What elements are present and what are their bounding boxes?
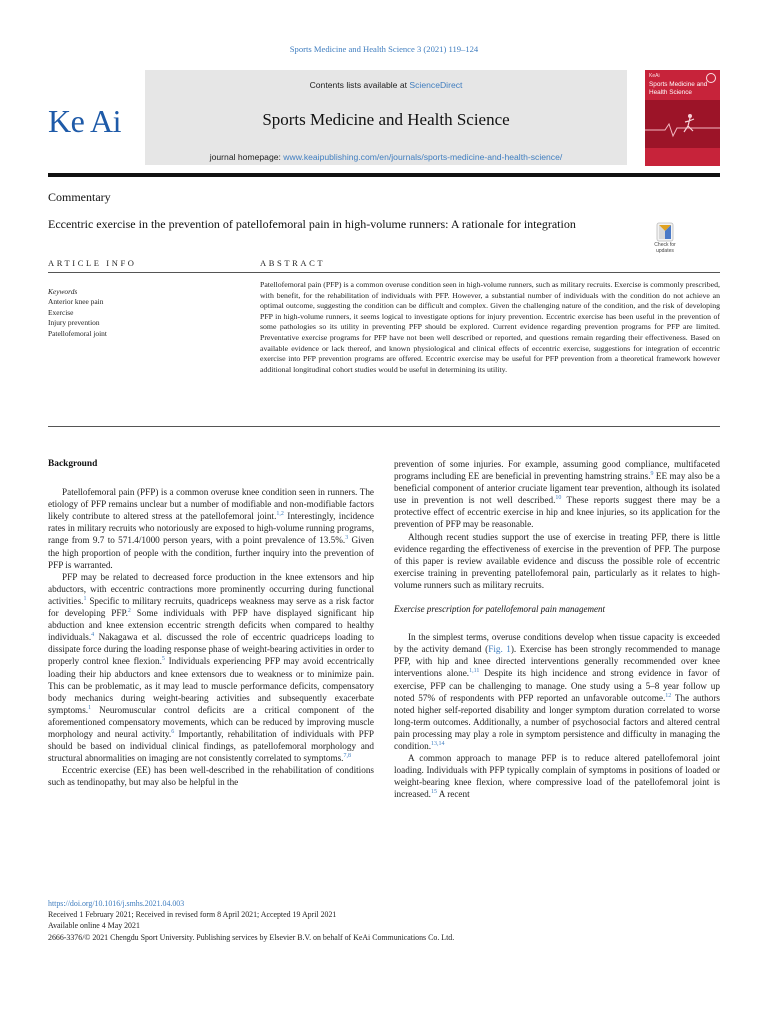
cover-title: Sports Medicine and Health Science: [649, 81, 708, 96]
paragraph: In the simplest terms, overuse conditions develop when tissue capacity is exceeded by the activity demand (Fig. 1). Exercise has been strongly recommended to manage PFP, with hip and knee directed interventions generally recommended over knee interventions alone.$^{1,11}$ Despite its high incidence and strong evidence in favor of exercise, PFP can be challenging to manage. One study using a 5–8 year follow up noted 57% of respondents with PFP reported an unfavorable outcome.$^{12}$ The authors noted higher self-reported disability and longer symptom duration correlated to worse long-term outcomes. Additionally, a number of psychosocial factors and altered central pain processing may play a role in symptom persistence and difficulty in managing the condition.$^{13,14}$: [394, 632, 720, 751]
citation-ref[interactable]: 5: [161, 656, 165, 663]
paragraph: prevention of some injuries. For example, assuming good compliance, multifaceted programs including EE are beneficial in preventing hamstring strains.$^9$ EE may also be a beneficial component of anterior cruciate ligament tear prevention, although its isolated use in prevention is not well described.$^{10}$ These reports suggest there may be a protective effect of eccentric exercise in hip and knee injuries, so its application for the prevention of PFP may be reasonable.: [394, 459, 720, 530]
paragraph: Although recent studies support the use of exercise in treating PFP, there is little evidence regarding the effectiveness of exercise in the prevention of PFP. The purpose of this paper is review available evidence and discuss the possible role of eccentric exercise training in preventing patellofemoral pain, particularly as it relates to high-volume runners such as military recruits.: [394, 531, 720, 590]
header-divider: [48, 173, 720, 177]
paragraph: PFP may be related to decreased force production in the knee extensors and hip abductors, with eccentric contractions more prominently occurring during functional activities.$^1$ Specific to military recruits, quadriceps weakness may serve as a risk factor for developing PFP.$^2$ Some individuals with PFP have displayed significant hip abduction and knee extension eccentric strength deficits when compared to healthy individuals.$^4$ Nakagawa et al. discussed the role of eccentric quadriceps loading to dissipate force during the loading response phase of weight-bearing activities in order to properly control knee flexion.$^5$ Individuals experiencing PFP may avoid eccentrically loading their hip abductors and knee extensors due to weakness or to minimize pain. This can be problematic, as it may lead to muscle performance deficits, compensatory body mechanics during weight-bearing activities and subsequently exacerbate symptoms.$^1$ Neuromuscular control deficits are a critical component of the aforementioned compensatory movements, which can be reduced by improving muscle morphology and neural activity.$^6$ Importantly, rehabilitation of individuals with PFP should be based on individual clinical findings, as patellofemoral morphology and structural abnormalities on imaging are not consistently correlated to symptoms.$^{7,8}$: [48, 571, 374, 764]
homepage-prefix: journal homepage:: [209, 152, 284, 162]
paragraph: A common approach to manage PFP is to reduce altered patellofemoral joint loading. Individuals with PFP typically complain of symptoms in positions of loaded or weight-bearing knee flexion, where compressive load of the patellofemoral joint is increased.$^{15}$ A recent: [394, 753, 720, 800]
citation-ref[interactable]: 9: [650, 471, 654, 478]
homepage-line: [145, 152, 627, 162]
abstract-text: Patellofemoral pain (PFP) is a common overuse condition seen in high-volume runners, such as military recruits. Exercise is commonly prescribed, with benefit, for the rehabilitation of individuals with PFP. However, a substantial number of individuals with the condition do not achieve an optimal outcome, suggesting the condition can be difficult and complex. Given the challenging nature of the condition, and the risk of developing PFP in high-volume runners, it seems logical to investigate options for injury prevention. Eccentric exercise has been useful in the prevention of some pathologies so its utility in preventing PFP should be explored. Current evidence regarding prevention programs for PFP are limited. Preventative exercise programs for PFP have not been well described or reported, and questions remain regarding their effectiveness. Based on available evidence or lack thereof, and known physiological and clinical effects of eccentric exercise, suggestions for integration of eccentric exercise into PFP prevention programs are offered. Eccentric exercise may be useful for PFP prevention from a theoretical framework however additional longitudinal cohort studies would be useful in determining its utility.: [260, 280, 720, 374]
journal-title: Sports Medicine and Health Science: [262, 110, 510, 129]
left-column: [48, 458, 374, 788]
keyword-item: Exercise: [48, 307, 74, 317]
copyright-notice: 2666-3376/© 2021 Chengdu Sport University. Publishing services by Elsevier B.V. on behalf of KeAi Communications Co. Ltd.: [48, 933, 455, 942]
received-dates: Received 1 February 2021; Received in revised form 8 April 2021; Accepted 19 April 2021: [48, 910, 337, 919]
doi-link[interactable]: https://doi.org/10.1016/j.smhs.2021.04.003: [48, 899, 185, 908]
info-divider: [48, 272, 720, 273]
figure-link[interactable]: Fig. 1: [488, 644, 511, 655]
abstract-heading: ABSTRACT: [260, 258, 326, 268]
sciencedirect-link[interactable]: ScienceDirect: [409, 80, 463, 90]
available-online: Available online 4 May 2021: [48, 921, 140, 930]
keyword-item: Anterior knee pain: [48, 297, 104, 306]
citation-ref[interactable]: 12: [665, 692, 672, 699]
contents-line: [145, 80, 627, 90]
article-type: Commentary: [48, 190, 111, 204]
article-title: Eccentric exercise in the prevention of patellofemoral pain in high-volume runners: A rationale for integration: [48, 217, 576, 231]
right-column: [394, 458, 720, 800]
paragraph: Patellofemoral pain (PFP) is a common overuse knee condition seen in runners. The etiology of PFP remains unclear but a number of modifiable and non-modifiable factors likely contribute to altered stress at the patellofemoral joint.$^{1,2}$ Interestingly, incidence rates in military recruits who notoriously are exposed to high-volume running programs, range from 9.7 to 571.4/1000 person years, with a point prevalence of 13.5%.$^3$ Given the high proportion of people with the condition, further inquiry into the prevention of PFP is warranted.: [48, 487, 375, 570]
citation-ref[interactable]: 1,11: [469, 668, 480, 675]
keyword-item: Patellofemoral joint: [48, 328, 107, 338]
citation-ref[interactable]: 1: [83, 595, 87, 602]
background-heading: Background: [48, 459, 98, 469]
abstract-divider: [48, 426, 720, 427]
keywords-heading: Keywords: [48, 287, 78, 296]
citation-ref[interactable]: 15: [430, 789, 437, 796]
article-info-heading: ARTICLE INFO: [48, 258, 137, 268]
citation-ref[interactable]: 7,8: [343, 753, 351, 760]
paragraph: Eccentric exercise (EE) has been well-described in the rehabilitation of conditions such as tendinopathy, but may also be helpful in the: [48, 765, 374, 788]
citation-ref[interactable]: 1,2: [276, 511, 284, 518]
citation-ref[interactable]: 1: [88, 704, 92, 711]
keai-logo: Ke Ai: [48, 103, 122, 139]
citation-ref[interactable]: 13,14: [431, 740, 445, 747]
check-for-updates-label: Check for updates: [654, 242, 676, 254]
citation-ref[interactable]: 6: [171, 728, 175, 735]
keyword-item: Injury prevention: [48, 318, 100, 327]
homepage-link[interactable]: www.keaipublishing.com/en/journals/sports-medicine-and-health-science/: [283, 152, 563, 162]
check-for-updates-icon: [646, 221, 684, 243]
citation-ref[interactable]: 4: [91, 632, 95, 639]
check-for-updates-badge[interactable]: [646, 221, 684, 259]
exercise-prescription-heading: Exercise prescription for patellofemoral pain management: [394, 604, 606, 615]
cover-runner-graphic: [645, 100, 720, 148]
journal-banner: [145, 70, 627, 165]
journal-citation[interactable]: Sports Medicine and Health Science 3 (2021) 119–124: [289, 44, 479, 54]
citation-ref[interactable]: 10: [555, 495, 562, 502]
journal-cover-image[interactable]: [645, 70, 720, 166]
cover-keai-text: KeAi: [649, 73, 660, 79]
citation-ref[interactable]: 2: [127, 607, 131, 614]
citation-ref[interactable]: 3: [345, 535, 349, 542]
contents-prefix: Contents lists available at: [309, 80, 410, 90]
